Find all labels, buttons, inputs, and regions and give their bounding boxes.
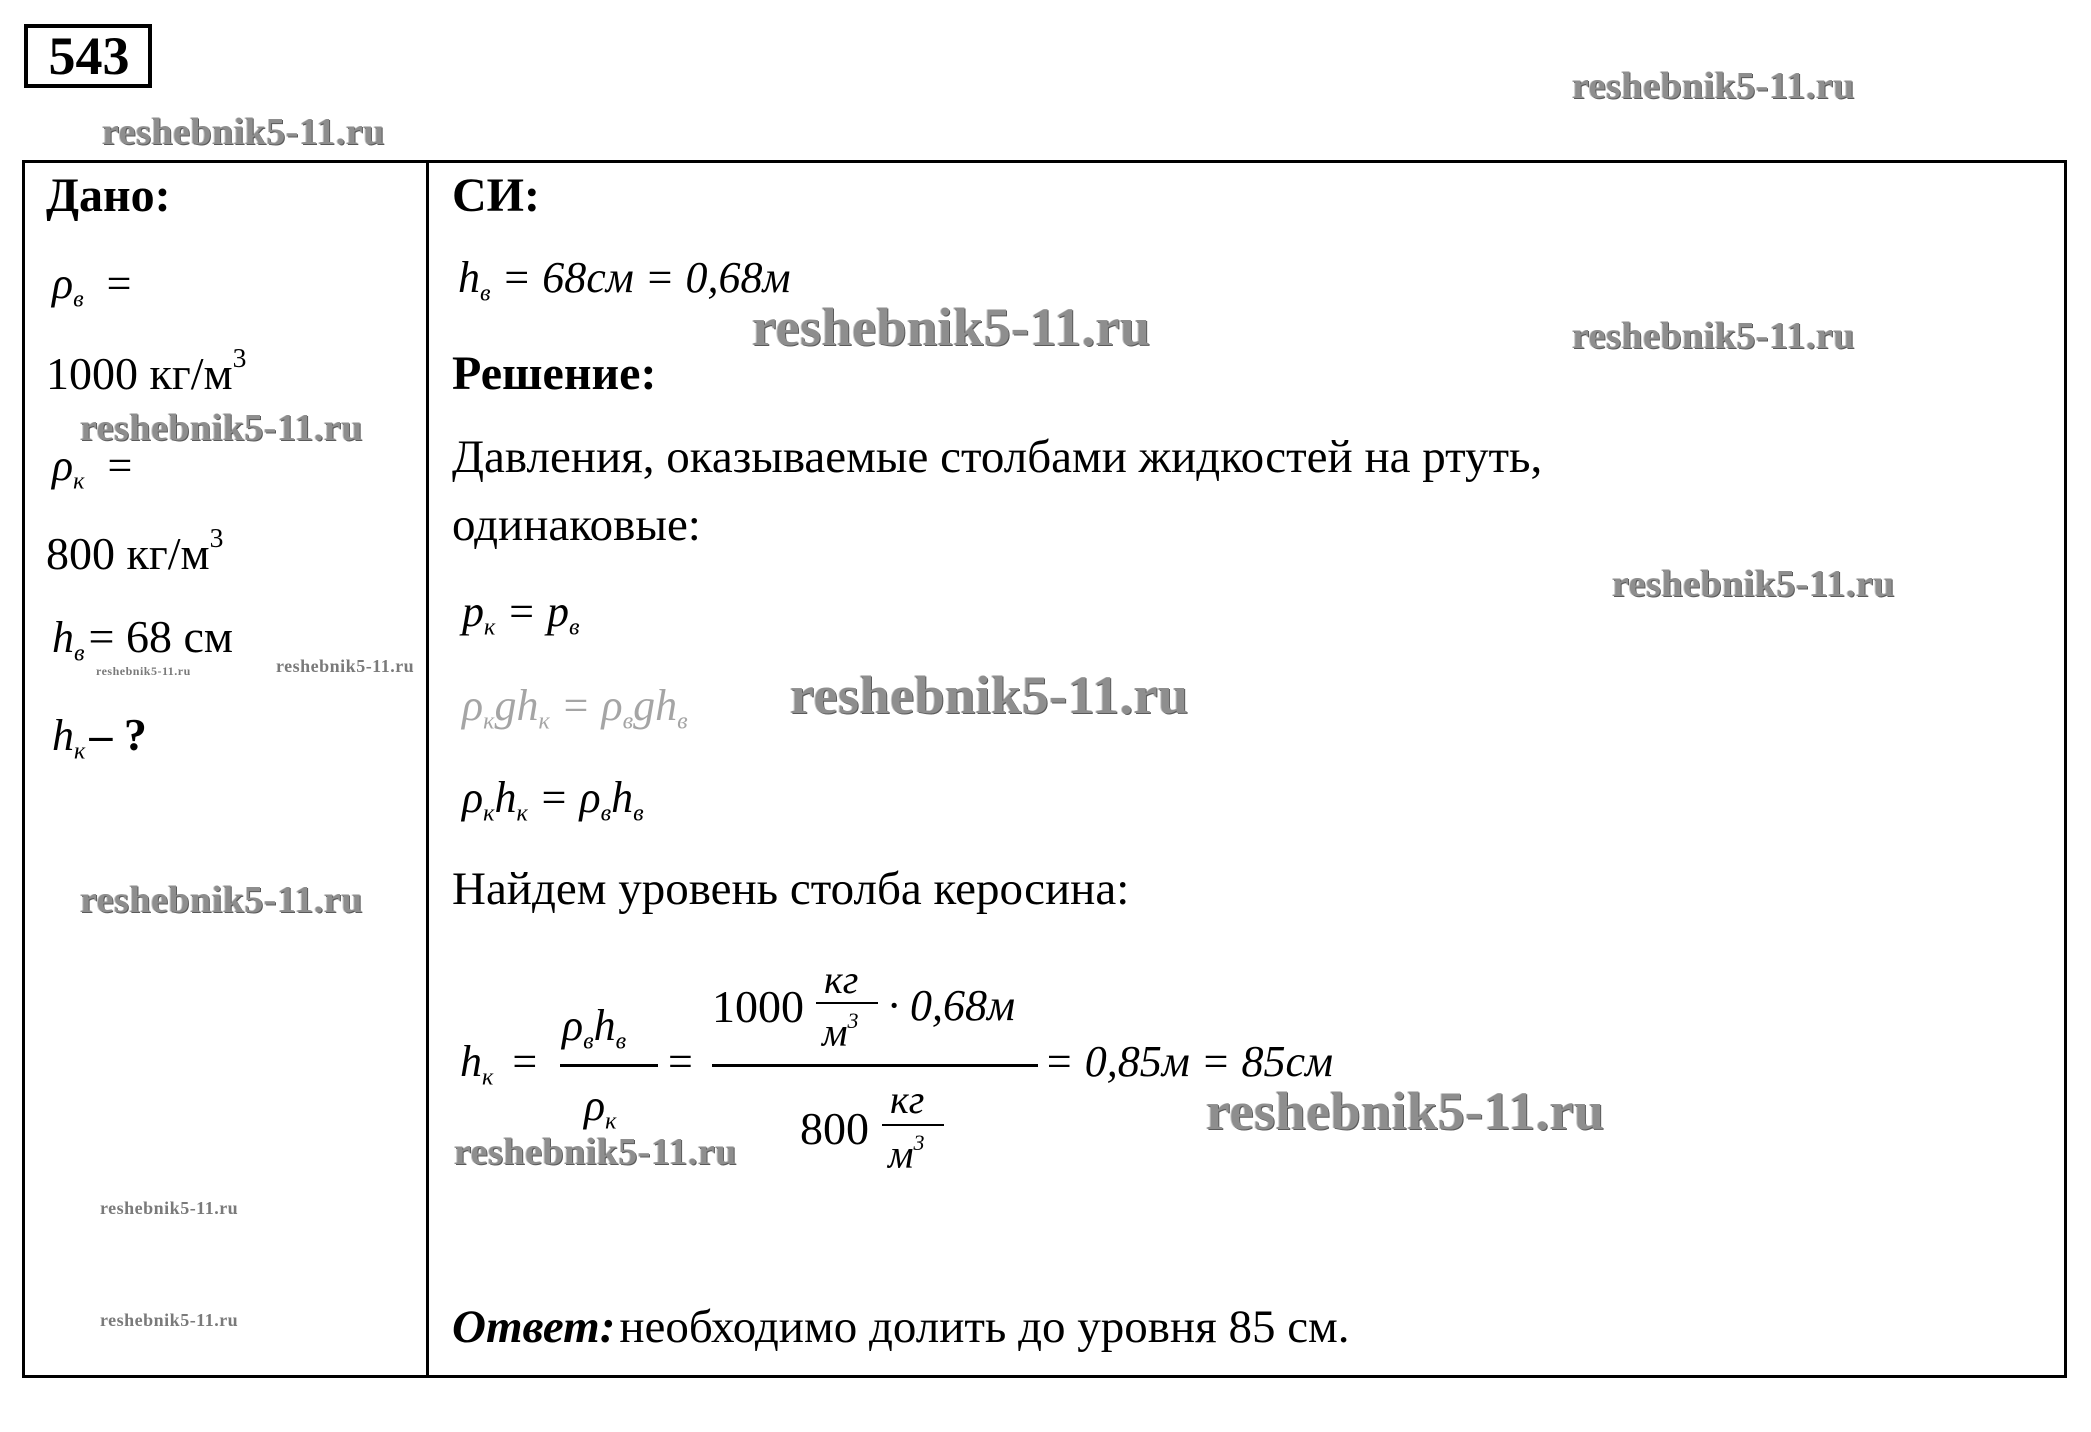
- denominator-unit-bottom: [888, 1130, 925, 1178]
- answer-text: необходимо долить до уровня 85 см.: [619, 1301, 1350, 1353]
- watermark: reshebnik5-11.ru: [100, 1310, 239, 1330]
- subscript: в: [73, 285, 84, 313]
- subscript: к: [483, 707, 495, 735]
- denominator-value: 800: [800, 1103, 869, 1154]
- watermark: reshebnik5-11.ru: [1206, 1081, 1605, 1141]
- equation-part: h: [611, 773, 634, 822]
- si-title: СИ:: [452, 169, 540, 222]
- rho-symbol: ρ: [52, 441, 74, 490]
- denominator-unit-top: кг: [890, 1077, 925, 1122]
- numerator-value: 1000: [712, 981, 804, 1032]
- subscript: к: [482, 1063, 494, 1091]
- fraction-line: [560, 1064, 658, 1067]
- numerator-unit-top: кг: [824, 957, 859, 1002]
- rho-symbol: ρ: [462, 773, 484, 822]
- answer-label: Ответ:: [452, 1301, 616, 1353]
- given-rho-kerosene-value: [46, 522, 223, 580]
- rho-symbol: ρ: [584, 1081, 606, 1130]
- rho-symbol: ρ: [52, 259, 74, 308]
- value-text: 1000 кг/м: [46, 348, 233, 400]
- subscript: к: [484, 613, 496, 641]
- equation-rho-h: [462, 772, 644, 827]
- equals-sign: =: [668, 1037, 693, 1086]
- h-symbol: h: [52, 711, 74, 760]
- subscript: к: [538, 707, 550, 735]
- watermark: reshebnik5-11.ru: [1572, 315, 1855, 357]
- fraction1-numerator: [562, 1000, 626, 1055]
- unknown-marker: – ?: [89, 709, 147, 760]
- subscript: в: [583, 1027, 594, 1055]
- final-result: = 0,85м = 85см: [1044, 1037, 1334, 1086]
- exponent: 3: [913, 1130, 925, 1155]
- subscript: в: [677, 707, 688, 735]
- watermark: reshebnik5-11.ru: [80, 407, 363, 449]
- unit-text: м: [822, 1009, 848, 1055]
- si-conversion: [458, 252, 791, 307]
- subscript: в: [615, 1027, 627, 1055]
- watermark: reshebnik5-11.ru: [100, 1198, 239, 1218]
- subscript: к: [73, 467, 85, 495]
- exponent: 3: [847, 1008, 859, 1033]
- value-text: 800 кг/м: [46, 528, 210, 580]
- rho-symbol: ρ: [462, 681, 484, 730]
- watermark: reshebnik5-11.ru: [276, 656, 415, 676]
- given-h-kerosene: [52, 708, 147, 765]
- subscript: в: [622, 707, 634, 735]
- value-text: = 68 см: [88, 611, 233, 662]
- watermark: reshebnik5-11.ru: [96, 664, 191, 678]
- equation-part: gh: [633, 681, 678, 730]
- fraction1-denominator: [584, 1080, 616, 1135]
- equals-sign: =: [107, 441, 133, 490]
- subscript: в: [480, 279, 491, 307]
- exponent: 3: [232, 342, 247, 373]
- h-symbol: h: [460, 1037, 482, 1086]
- subscript: в: [600, 799, 612, 827]
- main-fraction-line: [712, 1064, 1038, 1067]
- unit-text: м: [888, 1131, 914, 1177]
- given-rho-kerosene: [52, 440, 132, 495]
- equals-sign: =: [106, 259, 132, 308]
- find-kerosene-text: Найдем уровень столба керосина:: [452, 863, 1130, 915]
- unit-fraction-line: [816, 1002, 878, 1004]
- problem-number: 543: [24, 24, 152, 88]
- equation-part: = ρ: [549, 681, 623, 730]
- subscript: в: [633, 799, 644, 827]
- solution-title: Решение:: [452, 347, 657, 400]
- equation-part: = ρ: [527, 773, 601, 822]
- given-h-water: [52, 610, 233, 667]
- numerator-tail: · 0,68м: [888, 981, 1016, 1030]
- given-title: Дано:: [46, 169, 171, 222]
- equation-rho-g-h: [462, 680, 688, 735]
- watermark: reshebnik5-11.ru: [752, 297, 1151, 357]
- watermark: reshebnik5-11.ru: [102, 111, 385, 153]
- subscript: в: [569, 613, 580, 641]
- p-symbol: p: [462, 587, 484, 636]
- equation-part: gh: [494, 681, 539, 730]
- final-h: [460, 1036, 537, 1091]
- watermark: reshebnik5-11.ru: [1612, 563, 1895, 605]
- solution-text-line1: Давления, оказываемые столбами жидкостей на ртуть,: [452, 431, 1543, 483]
- numerator-unit-bottom: [822, 1008, 859, 1056]
- watermark: reshebnik5-11.ru: [454, 1131, 737, 1173]
- h-symbol: h: [458, 253, 480, 302]
- equation-part: = p: [495, 587, 570, 636]
- subscript: к: [74, 737, 86, 765]
- equation-pressures: [462, 586, 580, 641]
- column-divider: [426, 160, 429, 1378]
- watermark: reshebnik5-11.ru: [1572, 65, 1855, 107]
- answer-line: [452, 1300, 1350, 1354]
- equation-part: h: [494, 773, 517, 822]
- h-symbol: h: [593, 1001, 616, 1050]
- conversion-text: = 68см = 0,68м: [501, 253, 791, 302]
- given-rho-water-value: [46, 342, 246, 400]
- subscript: в: [74, 639, 85, 667]
- equals-sign: =: [512, 1037, 538, 1086]
- rho-symbol: ρ: [562, 1001, 584, 1050]
- solution-text-line2: одинаковые:: [452, 499, 701, 551]
- unit-fraction-line: [882, 1124, 944, 1126]
- watermark: reshebnik5-11.ru: [790, 665, 1189, 725]
- subscript: к: [516, 799, 528, 827]
- watermark: reshebnik5-11.ru: [80, 879, 363, 921]
- exponent: 3: [209, 522, 224, 553]
- h-symbol: h: [52, 613, 74, 662]
- given-rho-water: [52, 258, 131, 313]
- subscript: к: [605, 1107, 617, 1135]
- subscript: к: [483, 799, 495, 827]
